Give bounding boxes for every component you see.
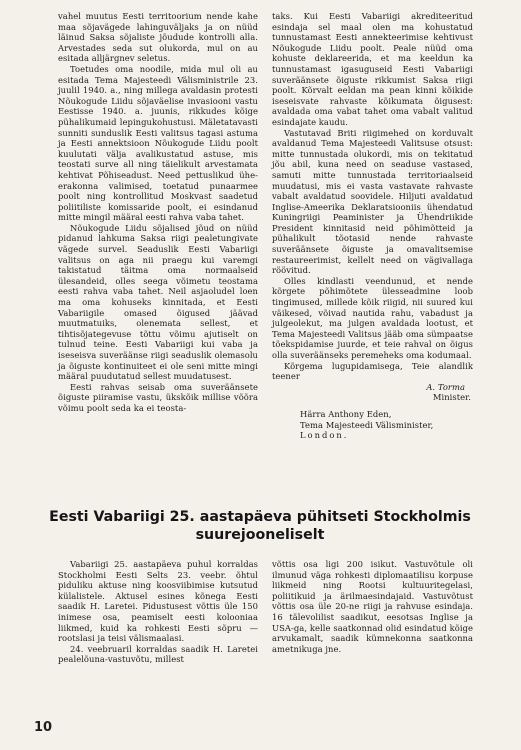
paragraph: vahel muutus Eesti territoorium nende kahe maa sõjavägede lahinguväljaks ja on nüüd läinud Saksa sõjaliste jõudude kontrolli alla. Arvestades seda sut olukorda, mul on au esitada alljärgnev seletus. xyxy=(58,11,258,64)
paragraph: Eesti rahvas seisab oma suveräänsete õiguste piiramise vastu, ükskõik millise võõra võimu poolt seda ka ei teosta- xyxy=(58,381,258,413)
page-number: 10 xyxy=(34,720,53,735)
article-column-left xyxy=(58,11,258,414)
paragraph: Vastutavad Briti riigimehed on korduvalt avaldanud Tema Majesteedi Valitsuse otsust: mitte tunnustada olukordi, mis on tekitatud jõu abil, kuna need on seaduse vastased, samuti mitte tunnustada territoriaalseid muudatusi, mis ei vasta vastavate rahvaste vabalt avaldatud soovidele. Hiljuti avaldatud Inglise-Ameerika Deklaratsiooniis ühendatud Kuningriigi Peaminister ja Ühendriikide President kinnitasid neid põhimõtteid ja pühalikult tõotasid nende rahvaste suveräänsete õiguste ja omavalitsemise restaureerimist, kellelt need on vägivallaga röövitud. xyxy=(272,127,473,276)
paragraph: võttis osa ligi 200 isikut. Vastuvõtule oli ilmunud väga rohkesti diplomaatilisu korpuse liikmeid ning Rootsi kultuuritegelasi, poliitikuid ja ärilmaesindajaid. Vastuvõtust võttis osa üle 20-ne riigi ja rahvuse esindaja. 16 tälevolilist saadikut, eesotsas Inglise ja USA-ga, kelle saatkonnad olid esindatud kõige arvukamalt, saadik kümnekonna saatkonna ametnikuga jne. xyxy=(272,559,473,654)
paragraph: Nõukogude Liidu sõjalised jõud on nüüd pidanud lahkuma Saksa riigi pealetungivate vägede survel. Seaduslik Eesti Vabariigi valitsus on aga nii praegu kui varemgi takistatud täitma oma normaalseid ülesandeid, olles seega võimetu teostama eesti rahva vaba tahet. Neil asjaoludel loen ma oma kohuseks kinnitada, et Eesti Vabariigile omased õigused jäävad muutmatuiks, olenemata sellest, et tihtisõjategevuse tõttu võimu ajutiselt on tulnud teine. Eesti Vabariigi kui vaba ja iseseisva suveräänse riigi seaduslik olemasolu ja õiguste kontinuiteet ei ole seni mitte mingi määral puudutatud sellest muudatusest. xyxy=(58,222,258,382)
paragraph: Toetudes oma noodile, mida mul oli au esitada Tema Majesteedi Välisministrile 23. juulil 1940. a., ning millega avaldasin protesti Nõukogude Liidu sõjaväelise invasiooni vastu Eestisse 1940. a. juunis, rikkudes kõige pühalikumaid lepingukohustusi. Mäletatavasti sunniti sunduslik Eesti valitsus tagasi astuma ja Eesti annektsioon Nõukogude Liidu poolt kuulutati välja avalikustatud astuse, mis teostati surve all ning täielikult arvestamata kehtivat Põhiseadust. Need pettuslikud ühe-erakonna valimised, toetatud punaarmee poolt ning kontrollitud Moskvast saadetud poliitiliste komissaride poolt, ei esindanud mitte mingil määral eesti rahva vaba tahet. xyxy=(58,63,258,223)
article-headline: Eesti Vabariigi 25. aastapäeva pühitseti Stockholmis suurejooneliselt xyxy=(49,509,471,543)
addressee-city: London. xyxy=(300,430,349,441)
signature-title: Minister. xyxy=(432,392,471,403)
signature-name: A. Torma xyxy=(426,381,465,392)
article2-column-right xyxy=(272,559,473,654)
addressee-name: Härra Anthony Eden, xyxy=(300,408,392,419)
paragraph: 24. veebruaril korraldas saadik H. Laretei pealelõuna-vastuvõtu, millest xyxy=(58,643,258,665)
article-column-right xyxy=(272,11,473,441)
paragraph: Olles kindlasti veendunud, et nende kõrgete põhimõtete ülesseadmine loob tingimused, millede kõik riigid, nii suured kui väikesed, võivad nautida rahu, vabadust ja julgeolekut, ma julgen avaldada lootust, et Tema Majesteedi Valitsus jääb oma sümpaatse töekspidamise juurde, et teie rahval on õigus olla suveräänseks peremeheks oma kodumaal. xyxy=(272,275,473,360)
closing-salutation: Kõrgema lugupidamisega, Teie alandlik teener xyxy=(272,360,473,382)
paragraph: Vabariigi 25. aastapäeva puhul korraldas Stockholmi Eesti Selts 23. veebr. õhtul piduliku aktuse ning koosviibimise kutsutud külalistele. Aktusel esines kõnega Eesti saadik H. Laretei. Pidustusest võttis üle 150 inimese osa, peamiselt eesti kolooniaa liikmed, kuid ka rohkesti Eesti sõpru — rootslasi ja teisi välismaalasi. xyxy=(58,559,258,644)
addressee-title: Tema Majesteedi Välisminister, xyxy=(300,419,434,430)
article2-column-left xyxy=(58,559,258,665)
paragraph: taks. Kui Eesti Vabariigi akrediteeritud esindaja sel maal olen ma kohustatud tunnustamast Eesti annekteerimise kehtivust Nõukogude Liidu poolt. Peale nüüd oma kohuste deklareerida, et ma keeldun ka tunnustamast igasuguseid Eesti Vabariigi suveräänsete õiguste rikkumist Saksa riigi poolt. Kõrvalt eeldan ma pean kinni kõikide iseseisvate rahvaste kõikumata õigusest: avaldada oma vabat tahet oma vabalt valitud esindajate kaudu. xyxy=(272,11,473,127)
